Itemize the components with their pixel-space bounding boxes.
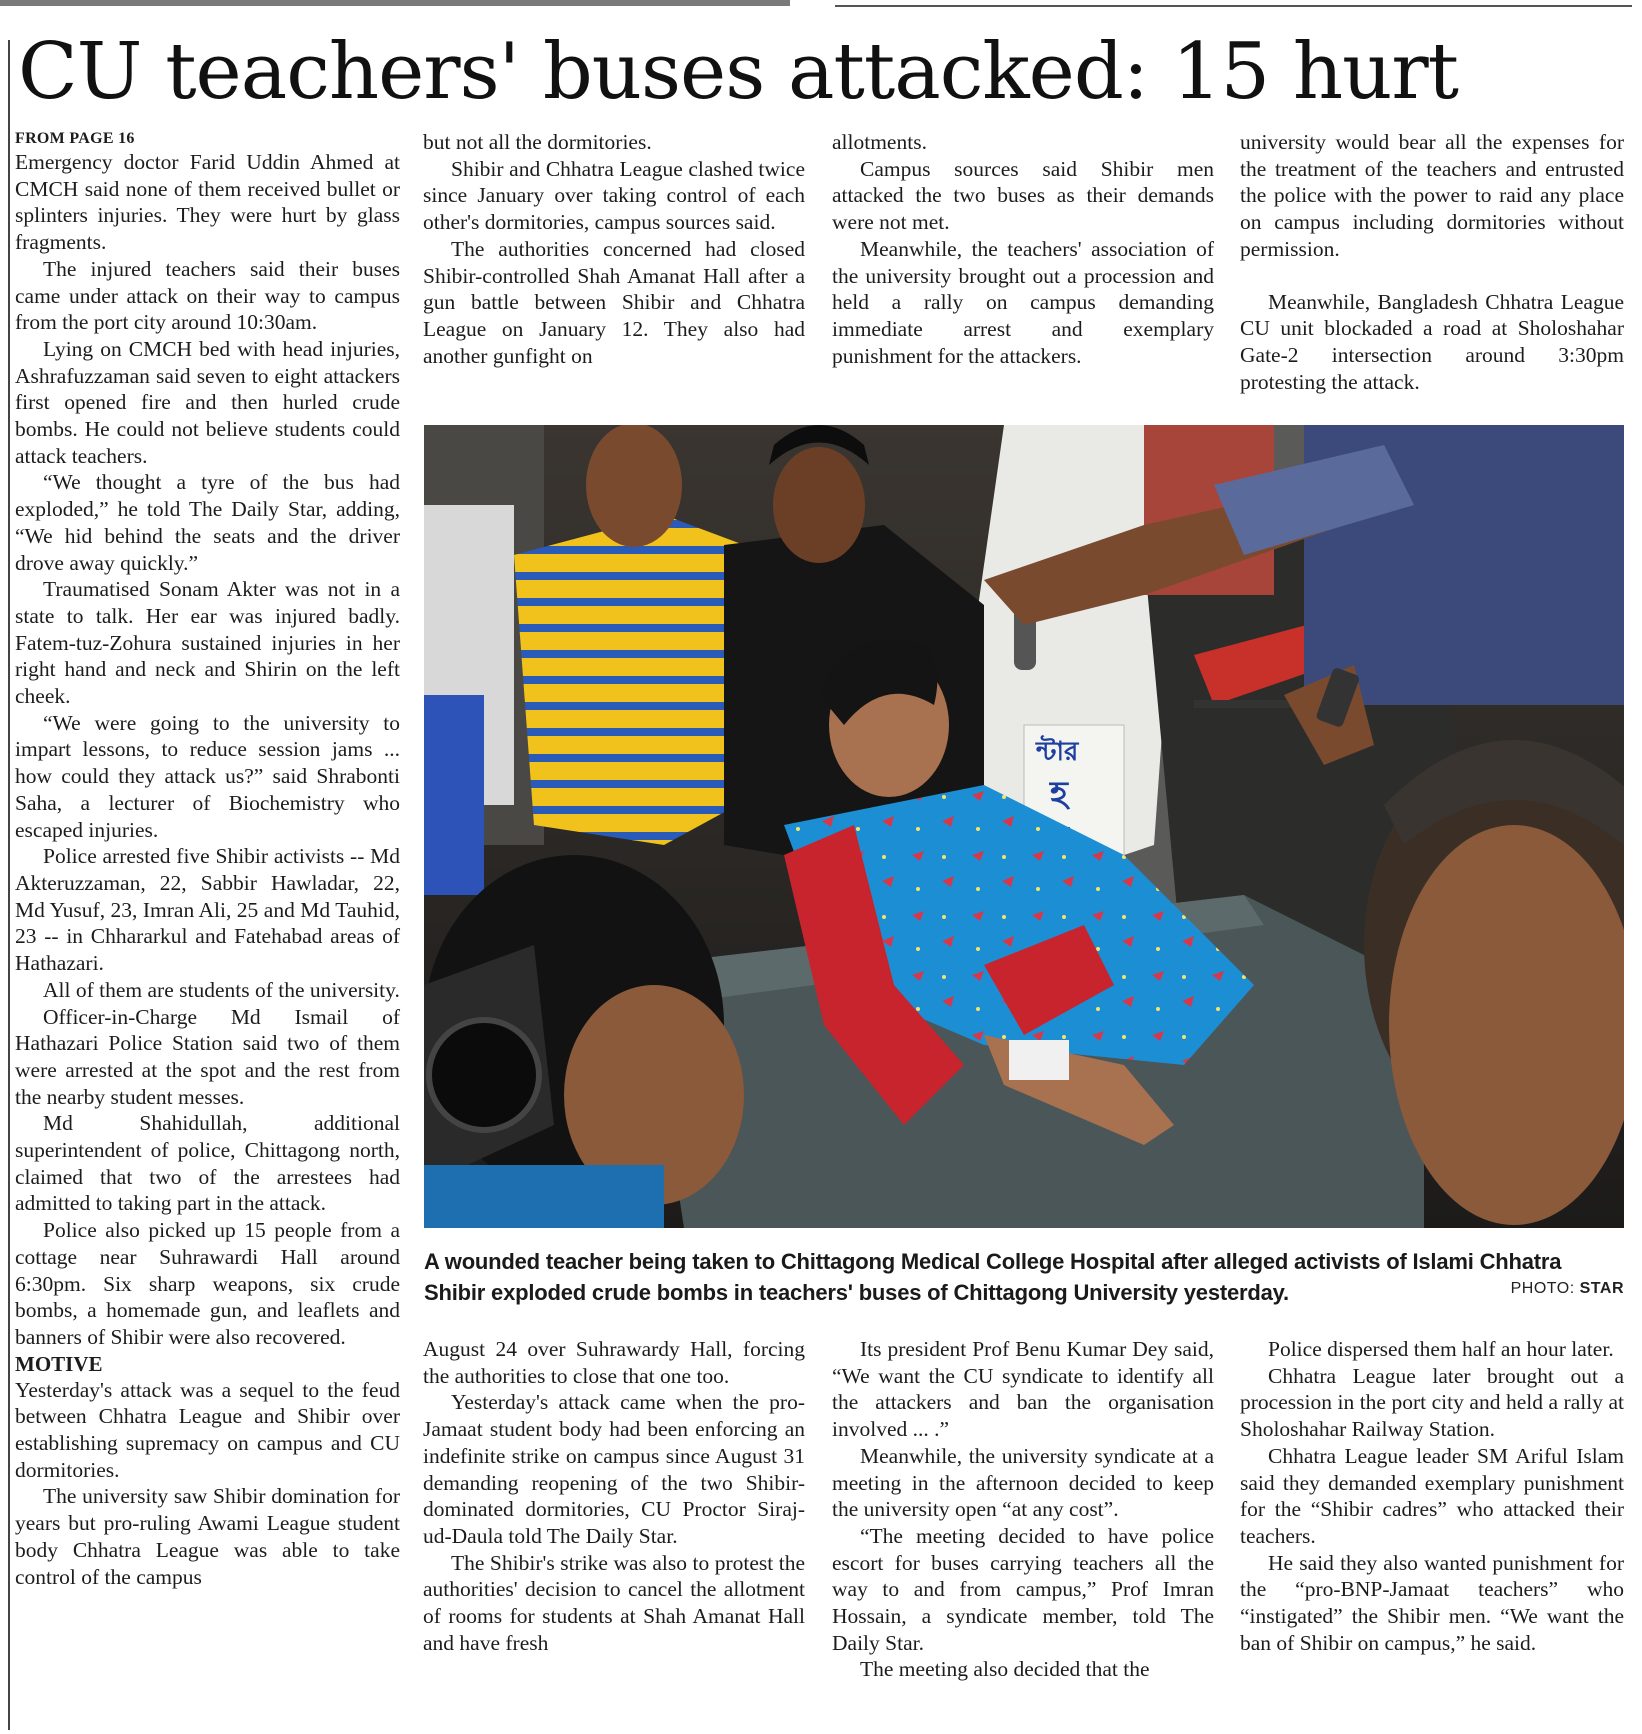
paragraph: Campus sources said Shibir men attacked the two buses as their demands were not met.	[832, 156, 1214, 235]
news-photo	[424, 425, 1624, 1228]
paragraph: Police dispersed them half an hour later.	[1268, 1337, 1614, 1361]
kicker-from-page: FROM PAGE 16	[15, 130, 135, 147]
paragraph: The injured teachers said their buses came under attack on their way to campus from the port city around 10:30am.	[15, 256, 400, 335]
left-column-rule	[8, 40, 10, 1730]
paragraph: The authorities concerned had closed Shibir-controlled Shah Amanat Hall after a gun battle between Shibir and Chhatra League on January 12. They also had another gunfight on	[423, 236, 805, 368]
paragraph: “We were going to the university to impart lessons, to reduce session jams ... how could they attack us?” said Shrabonti Saha, a lecturer of Biochemistry who escaped injuries.	[15, 710, 400, 842]
paragraph: Yesterday's attack came when the pro-Jamaat student body had been enforcing an indefinite strike on campus since August 31 demanding reopening of the two Shibir-dominated dormitories, CU Proctor Siraj-ud-Daula told The Daily Star.	[423, 1390, 805, 1548]
paragraph: Emergency doctor Farid Uddin Ahmed at CMCH said none of them received bullet or splinters injuries. They were hurt by glass fragments.	[15, 150, 400, 255]
photo-credit-name: STAR	[1579, 1280, 1624, 1297]
paragraph: He said they also wanted punishment for the “pro-BNP-Jamaat teachers” who “instigated” the Shibir men. “We want the ban of Shibir on campus,” he said.	[1240, 1550, 1624, 1655]
paragraph: allotments.	[832, 130, 927, 154]
paragraph: Chhatra League later brought out a procession in the port city and held a rally at Sholoshahar Railway Station.	[1240, 1363, 1624, 1442]
paragraph: Meanwhile, the university syndicate at a meeting in the afternoon decided to keep the university open “at any cost”.	[832, 1443, 1214, 1522]
paragraph: The Shibir's strike was also to protest the authorities' decision to cancel the allotment of rooms for students at Shah Amanat Hall and have fresh	[423, 1550, 805, 1655]
article-column-2-top	[423, 129, 805, 369]
paragraph: Traumatised Sonam Akter was not in a state to talk. Her ear was injured badly. Fatem-tuz-Zohura sustained injuries in her right hand and neck and Shirin on the left cheek.	[15, 577, 400, 709]
paragraph: “The meeting decided to have police escort for buses carrying teachers all the way to and from campus,” Prof Imran Hossain, a syndicate member, told The Daily Star.	[832, 1523, 1214, 1655]
article-column-4-top	[1240, 129, 1624, 395]
article-column-3-top	[832, 129, 1214, 369]
paragraph: university would bear all the expenses for the treatment of the teachers and entrusted the police with the power to raid any place on campus including dormitories without permission.	[1240, 130, 1624, 261]
article-column-1	[15, 129, 400, 1590]
paragraph: Meanwhile, the teachers' association of the university brought out a procession and held a rally on campus demanding immediate arrest and exemplary punishment for the attackers.	[832, 236, 1214, 368]
photo-credit-label: PHOTO:	[1510, 1280, 1575, 1297]
ambulance-text: হ	[1050, 774, 1068, 814]
paragraph: “We thought a tyre of the bus had exploded,” he told The Daily Star, adding, “We hid behind the seats and the driver drove away quickly.”	[15, 470, 400, 575]
paragraph: Chhatra League leader SM Ariful Islam said they demanded exemplary punishment for the “Shibir cadres” who attacked their teachers.	[1240, 1443, 1624, 1548]
paragraph: Md Shahidullah, additional superintendent of police, Chittagong north, claimed that two of the arrestees had admitted to taking part in the attack.	[15, 1111, 400, 1216]
paragraph: but not all the dormitories.	[423, 130, 652, 154]
article-column-4-bottom	[1240, 1336, 1624, 1656]
paragraph: The university saw Shibir domination for years but pro-ruling Awami League student body Chhatra League was able to take control of the campus	[15, 1484, 400, 1589]
headline: CU teachers' buses attacked: 15 hurt	[18, 27, 1458, 117]
paragraph: Shibir and Chhatra League clashed twice since January over taking control of each other's dormitories, campus sources said.	[423, 156, 805, 235]
paragraph: Police also picked up 15 people from a cottage near Suhrawardi Hall around 6:30pm. Six sharp weapons, six crude bombs, a homemade gun, and leaflets and banners of Shibir were also recovered.	[15, 1218, 400, 1349]
article-column-3-bottom	[832, 1336, 1214, 1683]
paragraph: The meeting also decided that the	[860, 1657, 1150, 1682]
ambulance-text: ন্টার	[1036, 737, 1079, 767]
photo-credit	[1511, 1280, 1624, 1298]
paragraph: August 24 over Suhrawardy Hall, forcing the authorities to close that one too.	[423, 1337, 805, 1388]
top-rule-right	[835, 5, 1632, 7]
paragraph: Lying on CMCH bed with head injuries, Ashrafuzzaman said seven to eight attackers first opened fire and then hurled crude bombs. He could not believe students could attack teachers.	[15, 336, 400, 468]
article-column-2-bottom	[423, 1336, 805, 1656]
paragraph: Meanwhile, Bangladesh Chhatra League CU unit blockaded a road at Sholoshahar Gate-2 intersection around 3:30pm protesting the attack.	[1240, 289, 1624, 394]
paragraph: Yesterday's attack was a sequel to the feud between Chhatra League and Shibir over establishing supremacy on campus and CU dormitories.	[15, 1377, 400, 1482]
paragraph: Police arrested five Shibir activists -- Md Akteruzzaman, 22, Sabbir Hawladar, 22, Md Yusuf, 23, Imran Ali, 25 and Md Tauhid, 23 -- in Chhararkul and Fatehabad areas of Hathazari.	[15, 844, 400, 976]
paragraph: Officer-in-Charge Md Ismail of Hathazari Police Station said two of them were arrested at the spot and the rest from the nearby student messes.	[15, 1004, 400, 1109]
paragraph: All of them are students of the university.	[43, 977, 400, 1002]
photo-illustration	[424, 425, 1624, 1228]
top-rule-left	[0, 0, 790, 6]
paragraph: Its president Prof Benu Kumar Dey said, “We want the CU syndicate to identify all the attackers and ban the organisation involved ... .”	[832, 1337, 1214, 1442]
photo-caption: A wounded teacher being taken to Chittagong Medical College Hospital after alleged activists of Islami Chhatra Shibir exploded crude bombs in teachers' buses of Chittagong University yesterday.	[424, 1249, 1562, 1305]
subhead-motive: MOTIVE	[15, 1351, 103, 1376]
